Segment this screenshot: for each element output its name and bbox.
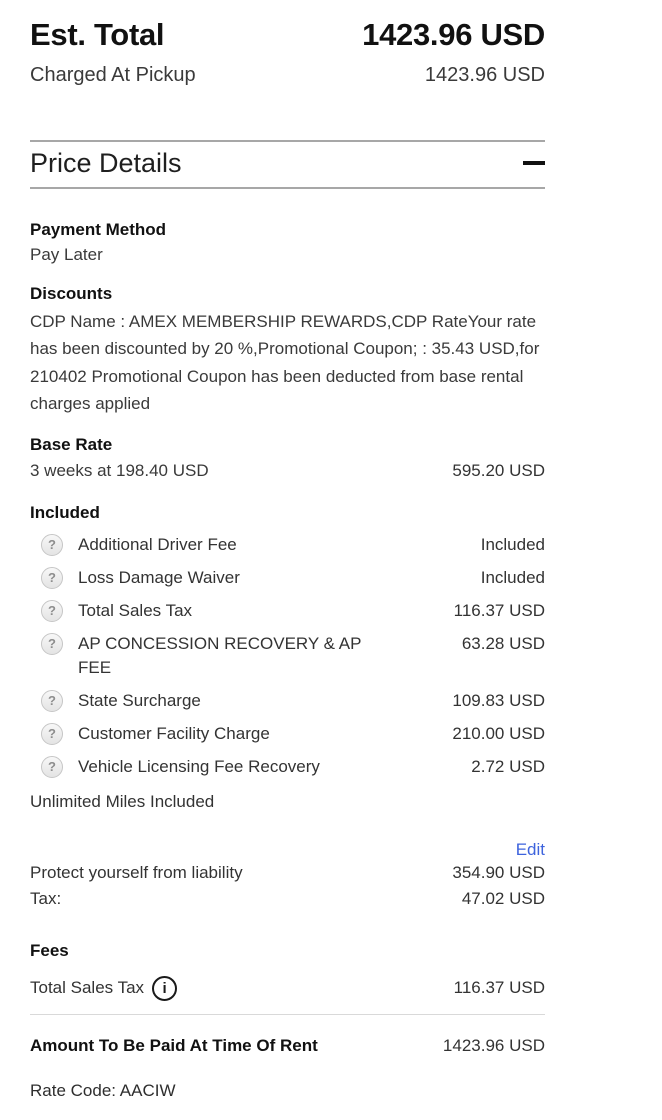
question-icon[interactable]: ? xyxy=(41,723,63,745)
included-heading: Included xyxy=(30,502,100,522)
fees-heading: Fees xyxy=(30,940,69,960)
payment-method-value: Pay Later xyxy=(30,244,103,264)
included-item-label: Vehicle Licensing Fee Recovery xyxy=(78,756,320,776)
edit-link[interactable]: Edit xyxy=(515,839,545,859)
base-rate-heading: Base Rate xyxy=(30,434,113,454)
included-item-value: 63.28 USD xyxy=(461,633,545,653)
rate-code: Rate Code: AACIW xyxy=(30,1080,176,1100)
divider xyxy=(30,1014,545,1015)
base-rate-value: 595.20 USD xyxy=(452,460,545,480)
included-item-value: 109.83 USD xyxy=(452,690,545,710)
question-icon[interactable]: ? xyxy=(41,600,63,622)
included-item-label: State Surcharge xyxy=(78,690,201,710)
included-row-ap-concession xyxy=(41,628,545,685)
unlimited-miles-note: Unlimited Miles Included xyxy=(30,791,215,811)
base-rate-row xyxy=(30,458,545,484)
included-item-value: 116.37 USD xyxy=(453,600,545,620)
fees-total-sales-tax-label: Total Sales Tax xyxy=(30,978,145,998)
included-list xyxy=(30,529,545,784)
included-item-value: 2.72 USD xyxy=(471,756,545,776)
protection-edit-row xyxy=(30,840,545,860)
liability-row xyxy=(30,860,545,887)
included-row-customer-facility-charge xyxy=(41,718,545,751)
minus-icon xyxy=(523,161,545,165)
info-icon[interactable]: i xyxy=(152,976,177,1001)
base-rate-label: 3 weeks at 198.40 USD xyxy=(30,460,209,480)
included-item-label: Loss Damage Waiver xyxy=(78,567,240,587)
included-item-label: Customer Facility Charge xyxy=(78,723,270,743)
included-item-value: Included xyxy=(480,567,545,587)
payment-method-heading: Payment Method xyxy=(30,219,167,239)
included-item-label: Additional Driver Fee xyxy=(78,534,237,554)
charged-at-pickup-label: Charged At Pickup xyxy=(30,63,196,86)
amount-due-row xyxy=(30,1032,545,1059)
included-row-vehicle-licensing-fee xyxy=(41,751,545,784)
base-rate-section xyxy=(30,432,545,484)
included-section xyxy=(30,500,545,815)
fees-total-sales-tax-value: 116.37 USD xyxy=(453,978,545,998)
included-row-additional-driver-fee xyxy=(41,529,545,562)
price-details-title: Price Details xyxy=(30,147,182,178)
question-icon[interactable]: ? xyxy=(41,633,63,655)
included-row-total-sales-tax xyxy=(41,595,545,628)
fees-section xyxy=(30,938,545,1001)
amount-due-heading: Amount To Be Paid At Time Of Rent xyxy=(30,1035,318,1055)
fees-total-sales-tax-row xyxy=(30,976,545,1001)
amount-due-value: 1423.96 USD xyxy=(442,1035,545,1055)
discounts-heading: Discounts xyxy=(30,283,113,303)
price-summary-panel xyxy=(30,0,545,1101)
tax-label: Tax: xyxy=(30,889,62,909)
liability-value: 354.90 USD xyxy=(452,862,545,882)
included-item-value: 210.00 USD xyxy=(452,723,545,743)
included-row-state-surcharge xyxy=(41,685,545,718)
tax-row xyxy=(30,886,545,913)
est-total-value: 1423.96 USD xyxy=(362,17,545,52)
included-item-value: Included xyxy=(480,534,545,554)
included-item-label: Total Sales Tax xyxy=(78,600,193,620)
question-icon[interactable]: ? xyxy=(41,534,63,556)
included-row-loss-damage-waiver xyxy=(41,562,545,595)
charged-at-pickup-row xyxy=(30,62,545,88)
discounts-section xyxy=(30,281,545,418)
price-details-header xyxy=(30,140,545,189)
tax-value: 47.02 USD xyxy=(461,889,545,909)
est-total-row xyxy=(30,16,545,55)
collapse-button[interactable] xyxy=(523,153,545,173)
payment-method-section xyxy=(30,217,545,268)
est-total-label: Est. Total xyxy=(30,17,165,52)
charged-at-pickup-value: 1423.96 USD xyxy=(424,63,545,86)
included-item-label: AP CONCESSION RECOVERY & AP FEE xyxy=(78,633,362,677)
question-icon[interactable]: ? xyxy=(41,567,63,589)
question-icon[interactable]: ? xyxy=(41,756,63,778)
question-icon[interactable]: ? xyxy=(41,690,63,712)
discounts-description: CDP Name : AMEX MEMBERSHIP REWARDS,CDP RateYour rate has been discounted by 20 %,Promotional Coupon; : 35.43 USD,for 210402 Promotional Coupon has been deducted from base rental charges applied xyxy=(30,311,540,414)
liability-label: Protect yourself from liability xyxy=(30,862,243,882)
